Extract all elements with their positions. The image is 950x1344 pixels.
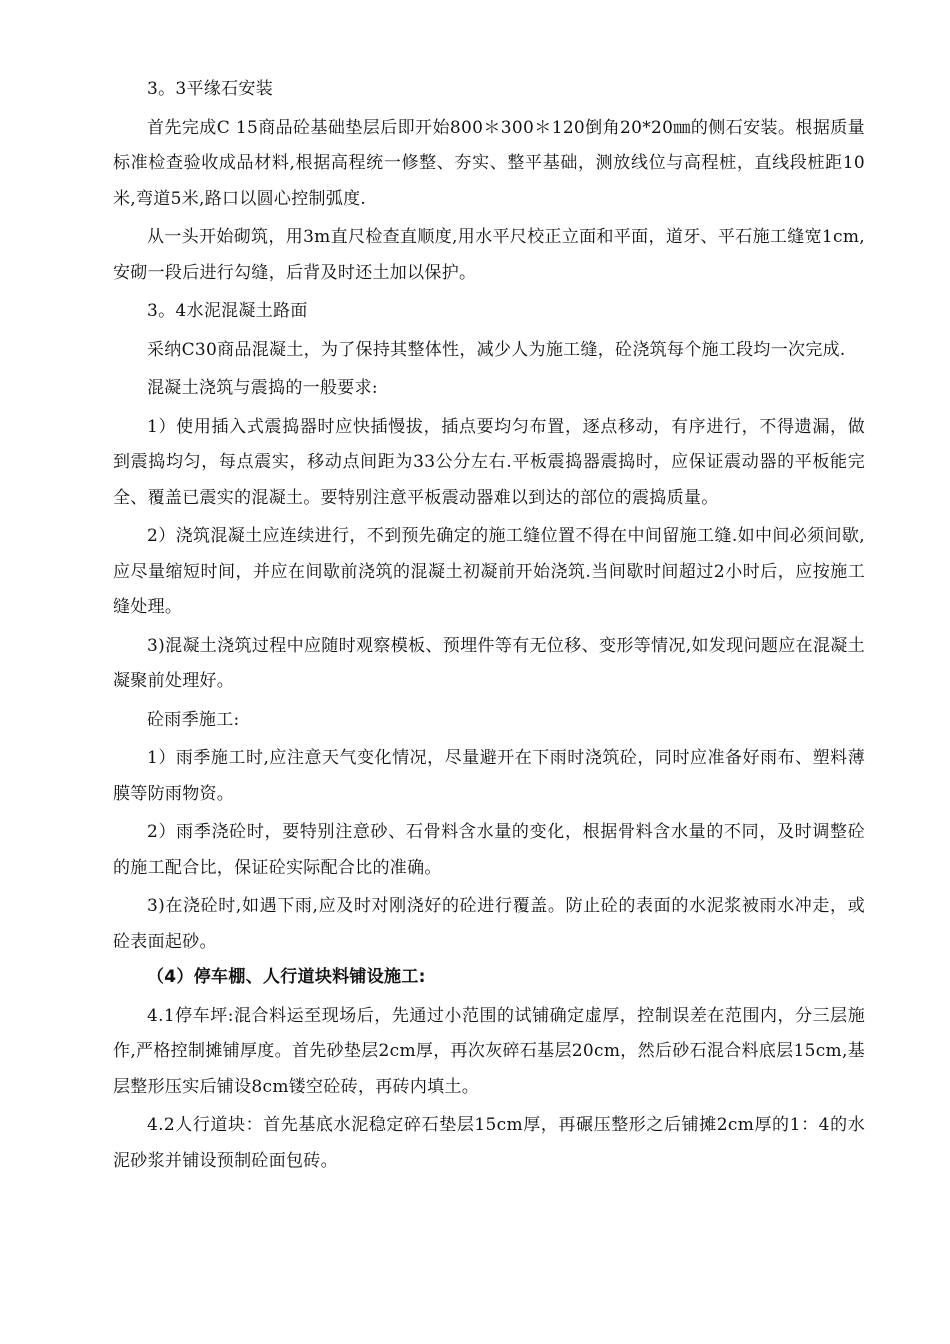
paragraph-masonry-method: 从一头开始砌筑，用3m直尺检查直顺度,用水平尺校正立面和平面，道牙、平石施工缝宽1cm,安砌一段后进行勾缝，后背及时还土加以保护。: [113, 227, 865, 283]
list-item-vibration-1: 1）使用插入式震捣器时应快插慢拔，插点要均匀布置，逐点移动，有序进行，不得遗漏，做到震捣均匀，每点震实，移动点间距为33公分左右.平板震捣器震捣时，应保证震动器的平板能完全、覆盖已震实的混凝土。要特别注意平板震动器难以到达的部位的震捣质量。: [113, 416, 865, 508]
document-body: [113, 72, 865, 1179]
list-item-vibration-2: 2）浇筑混凝土应连续进行，不到预先确定的施工缝位置不得在中间留施工缝.如中间必须间歇,应尽量缩短时间，并应在间歇前浇筑的混凝土初凝前开始浇筑.当间歇时间超过2小时后，应按施工缝处理。: [113, 526, 865, 617]
list-item-rain-2: 2）雨季浇砼时，要特别注意砂、石骨料含水量的变化，根据骨料含水量的不同，及时调整砼的施工配合比，保证砼实际配合比的准确。: [113, 822, 865, 878]
paragraph-concrete-c30: 采纳C30商品混凝土，为了保持其整体性，减少人为施工缝，砼浇筑每个施工段均一次完成.: [147, 339, 846, 360]
section-heading-3-3: 3。3平缘石安装: [147, 79, 274, 99]
list-item-rain-1: 1）雨季施工时,应注意天气变化情况，尽量避开在下雨时浇筑砼，同时应准备好雨布、塑料薄膜等防雨物资。: [113, 748, 865, 804]
paragraph-curb-installation: 首先完成C 15商品砼基础垫层后即开始800＊300＊120倒角20*20㎜的侧石安装。根据质量标准检查验收成品材料,根据高程统一修整、夯实、整平基础，测放线位与高程桩，直线段桩距10米,弯道5米,路口以圆心控制弧度.: [113, 117, 865, 209]
list-item-vibration-3: 3)混凝土浇筑过程中应随时观察模板、预埋件等有无位移、变形等情况,如发现问题应在混凝土凝聚前处理好。: [113, 635, 865, 691]
list-item-rain-3: 3)在浇砼时,如遇下雨,应及时对刚浇好的砼进行覆盖。防止砼的表面的水泥浆被雨水冲走，或砼表面起砂。: [113, 896, 865, 952]
paragraph-vibration-requirements: 混凝土浇筑与震捣的一般要求:: [147, 378, 378, 398]
paragraph-rainy-season: 砼雨季施工:: [147, 709, 240, 730]
section-heading-3-4: 3。4水泥混凝土路面: [147, 301, 308, 321]
paragraph-sidewalk-block: 4.2人行道块：首先基底水泥稳定碎石垫层15cm厚，再碾压整形之后铺摊2cm厚的1：4的水泥砂浆并铺设预制砼面包砖。: [113, 1115, 865, 1171]
paragraph-parking-pad: 4.1停车坪:混合料运至现场后，先通过小范围的试铺确定虚厚，控制误差在范围内，分三层施作,严格控制摊铺厚度。首先砂垫层2cm厚，再次灰碎石基层20cm，然后砂石混合料底层15cm,基层整形压实后铺设8cm镂空砼砖，再砖内填土。: [113, 1005, 865, 1097]
section-heading-4: （4）停车棚、人行道块料铺设施工:: [147, 967, 426, 987]
